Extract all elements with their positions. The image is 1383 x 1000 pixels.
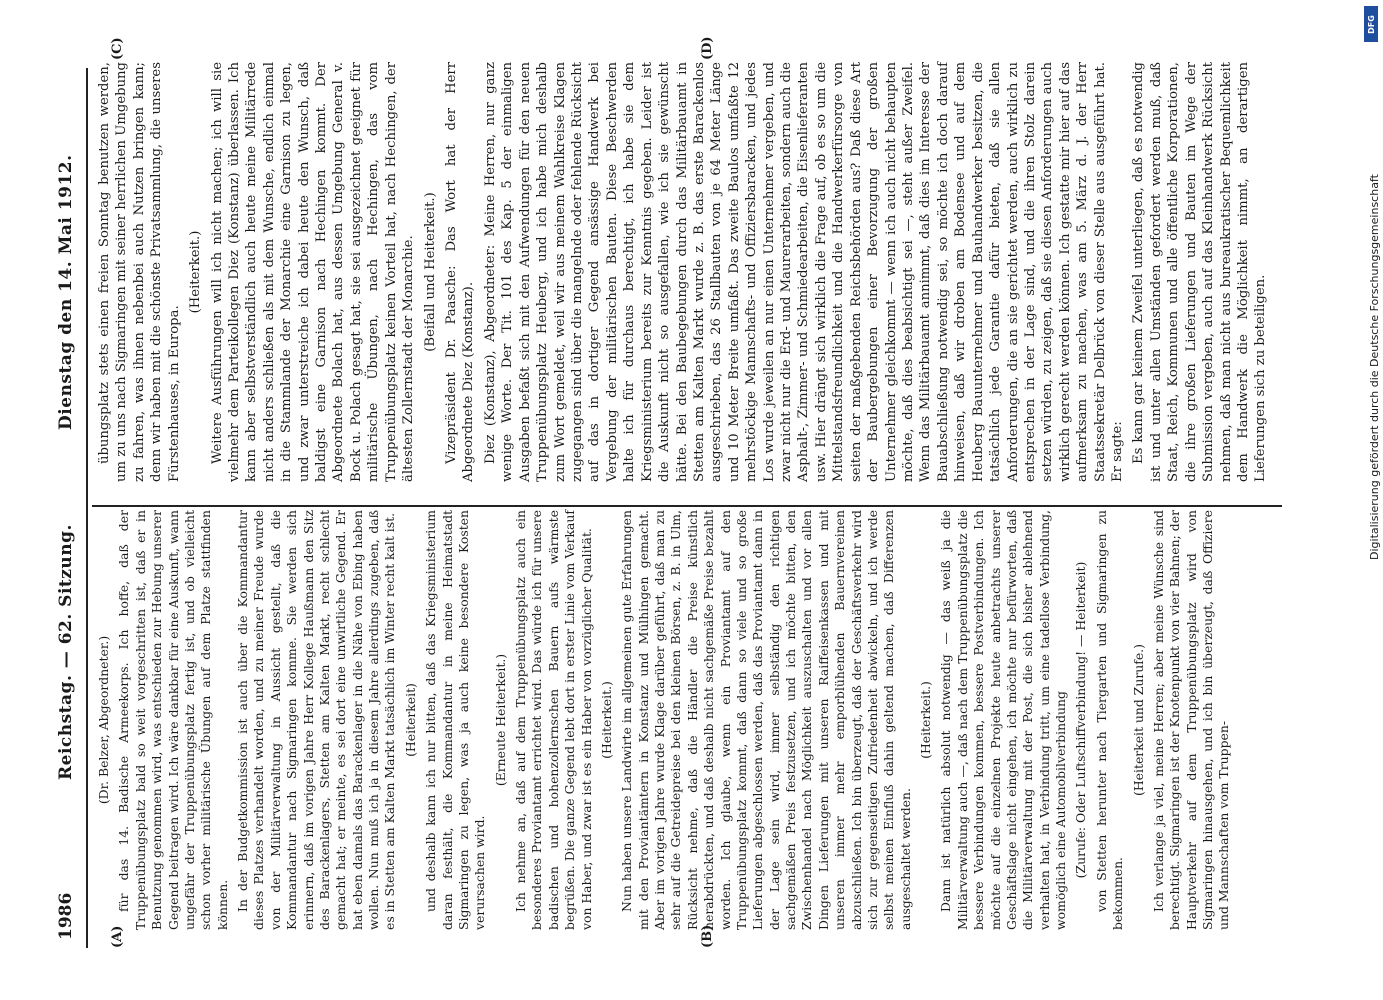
- left-column-paragraph: (Erneute Heiterkeit.): [492, 653, 508, 787]
- session-title: Reichstag. — 62. Sitzung.: [56, 524, 76, 780]
- right-column-paragraph: (Heiterkeit.): [188, 230, 204, 314]
- left-column-paragraph: (Heiterkeit.): [598, 681, 614, 759]
- left-column-paragraph: für das 14. Badische Armeekorps. Ich hoffe, daß der Truppenübungsplatz bald so weit vorgeschritten ist, daß er in Benutzung genommen wird, was entschieden zur Hebung unserer Gegend beitragen wird. Ich wäre dankbar für eine Auskunft, wann ungefähr der Truppenübungsplatz fertig ist, und ob vielleicht schon vorher militärische Übungen auf dem Platze stattfinden können.: [116, 510, 230, 930]
- left-column-paragraph: In der Budgetkommission ist auch über die Kommandantur dieses Platzes verhandelt worden, und zu meiner Freude wurde von der Militärverwaltung in Aussicht gestellt, daß die Kommandantur nach Sigmaringen komme. Sie werden sich erinnern, daß im vorigen Jahre Herr Kollege Haußmann den Sitz des Barackenlagers, Stetten am Kalten Markt, recht schlecht gemacht hat; er meinte, es sei dort eine unwirtliche Gegend. Er hat eben damals das Barackenlager in die Nähe von Ebing haben wollen. Nun muß ich ja in diesem Jahre allerdings zugeben, daß es in Stetten am Kalten Markt tatsächlich im Winter recht kalt ist.: [235, 510, 398, 930]
- left-column-paragraph: Dann ist natürlich absolut notwendig — das weiß ja die Militärverwaltung auch —, daß nach dem Truppenübungsplatz die bessere Verbindungen kommen, bessere Postverbindungen. Ich möchte auf die einzelnen Projekte heute anbetrachts unserer Geschäftslage nicht eingehen, ich möchte nur befürworten, daß die Militärverwaltung mit der Post, die sich bisher ablehnend verhalten hat, in Verbindung tritt, um eine tadellose Verbindung, womöglich eine Automobilverbindung: [938, 510, 1068, 930]
- marker-c: (C): [110, 37, 125, 60]
- page-number: 1986: [56, 892, 76, 940]
- digitization-note: Digitalisierung gefördert durch die Deutsche Forschungsgemeinschaft: [1368, 174, 1381, 560]
- left-column-paragraph: (Heiterkeit und Zurufe.): [1130, 644, 1146, 796]
- dfg-logo-text: DFG: [1366, 14, 1376, 34]
- left-column-paragraph: (Dr. Belzer, Abgeordneter.): [96, 635, 111, 805]
- session-date: Dienstag den 14. Mai 1912.: [56, 154, 76, 430]
- left-column-paragraph: (Zurufe: Oder Luftschiffverbindung! — Heiterkeit): [1073, 561, 1089, 879]
- right-column: [96, 62, 1274, 482]
- right-column-paragraph: Vizepräsident Dr. Paasche: Das Wort hat der Herr Abgeordnete Diez (Konstanz).: [444, 62, 477, 482]
- right-column-paragraph: Diez (Konstanz), Abgeordneter: Meine Herren, nur ganz wenige Worte. Der Tit. 101 des Kap. 5 der einmaligen Ausgaben befaßt sich mit den Aufwendungen für den neuen Truppenübungsplatz Heuberg, und ich habe mich deshalb zum Wort gemeldet, weil wir aus meinem Wahlkreise Klagen zugegangen sind über die mangelnde oder fehlende Rücksicht auf das in dortiger Gegend ansässige Handwerk bei Vergebung der militärischen Bauten. Diese Beschwerden halte ich für durchaus berechtigt, ich habe sie dem Kriegsministerium bereits zur Kenntnis gegeben. Leider ist die Auskunft nicht so ausgefallen, wie ich sie gewünscht hätte. Bei den Baubegebungen durch das Militärbauamt in Stetten am Kalten Markt wurde z. B. das erste Barackenlos ausgeschrieben, das 26 Stallbauten von je 64 Meter Länge und 10 Meter Breite umfaßt. Das zweite Baulos umfaßte 12 mehrstöckige Mannschafts- und Offiziersbaracken, und jedes Los wurde jeweilen an nur einen Unternehmer vergeben, und zwar nicht nur die Erd- und Maurerarbeiten, sondern auch die Asphalt-, Zimmer- und Schmiedearbeiten, die Eisenlieferanten usw. Hier drängt sich wirklich die Frage auf, ob es so um die Mittelstandsfreundlichkeit und die Handwerkerfürsorge von seiten der maßgebenden Reichsbehörden aus? Daß diese Art der Baubergebungen einer Bevorzugung der großen Unternehmer gleichkommt — wenn ich auch nicht behaupten möchte, daß dies beabsichtigt sei —, steht außer Zweifel. Wenn das Militärbauamt annimmt, daß dies im Interesse der Bauabschließung notwendig sei, so möchte ich doch darauf hinweisen, daß wir droben am Bodensee und auf dem Heuberg Bauunternehmer und Bauhandwerker besitzen, die tatsächlich jede Garantie dafür bieten, daß sie allen Anforderungen, die an sie gerichtet werden, auch wirklich zu entsprechen in der Lage sind, und die ihren Stolz darein setzen würden, zu zeigen, daß sie diesen Anforderungen auch wirklich gerecht werden können. Ich gestatte mir hier auf das aufmerksam zu machen, was am 5. März d. J. der Herr Staatssekretär Delbrück von dieser Stelle aus ausgeführt hat. Er sagte:: [482, 62, 1126, 482]
- right-column-paragraph: Es kann gar keinem Zweifel unterliegen, daß es notwendig ist und unter allen Umständen gefordert werden muß, daß Staat, Reich, Kommunen und alle öffentliche Korporationen, die ihre großen Lieferungen und Bauten im Wege der Submission vergeben, auch auf das Kleinhandwerk Rücksicht nehmen, daß man nicht aus bureaukratischer Bequemlichkeit dem Handwerk die Möglichkeit nimmt, an derartigen Lieferungen sich zu beteiligen.: [1131, 62, 1269, 482]
- column-divider: [92, 505, 1282, 507]
- marker-d: (D): [700, 36, 715, 60]
- header-rule: [86, 68, 88, 948]
- right-column-paragraph: Weitere Ausführungen will ich nicht machen; ich will sie vielmehr dem Parteikollegen Diez (Konstanz) überlassen. Ich kann aber selbstverständlich auch heute meine Militärrede nicht anders schließen als mit dem Wunsche, endlich einmal in die Stammlande der Monarchie eine Garnison zu legen, und zwar unterstreiche ich dabei heute den Wunsch, daß baldigst eine Garnison nach Hechingen kommt. Der Abgeordnete Bolach hat, aus dessen Umgebung General v. Bock u. Polach gesagt hat, sie sei ausgezeichnet geeignet für militärische Übungen, nach Hechingen, das vom Truppenübungsplatz keinen Vorteil hat, nach Hechingen, der ältesten Zollernstadt der Monarchie.: [209, 62, 417, 482]
- right-column-paragraph: übungsplatz stets einen freien Sonntag benutzen werden, um zu uns nach Sigmaringen mit seiner herrlichen Umgebung zu fahren, was ihnen nebenbei auch Nutzen bringen kann; denn wir haben mit die schönste Privatsammlung, die unseres Fürstenhauses, in Europa.: [97, 62, 182, 482]
- dfg-logo: [1364, 6, 1378, 42]
- left-column-paragraph: Ich nehme an, daß auf dem Truppenübungsplatz auch ein besonderes Proviantamt errichtet wird. Das würde ich für unsere badischen und hohenzollernschen Bauern aufs wärmste begrüßen. Die ganze Gegend lebt dort in erster Linie vom Verkauf von Haber, und zwar ist es ein Haber von vorzüglicher Qualität.: [513, 510, 594, 930]
- left-column-paragraph: von Stetten herunter nach Tiergarten und Sigmaringen zu bekommen.: [1093, 510, 1126, 930]
- left-column-paragraph: (Heiterkeit): [402, 683, 418, 757]
- marker-b: (B): [700, 924, 715, 948]
- left-column-paragraph: und deshalb kann ich nur bitten, daß das Kriegsministerium daran festhält, die Kommandantur in meine Heimatstadt Sigmaringen zu legen, was ja auch keine besondere Kosten verursachen wird.: [423, 510, 488, 930]
- left-column-paragraph: Nun haben unsere Landwirte im allgemeinen gute Erfahrungen mit den Proviantämtern in Konstanz und Mülhingen gemacht. Aber im vorigen Jahre wurde Klage darüber geführt, daß man zu sehr auf die Getreidepreise bei den kleinen Börsen, z. B. in Ulm, Rücksicht nehme, daß die Händler die Preise künstlich herabdrückten, und daß deshalb nicht sachgemäße Preise bezahlt worden. Ich glaube, wenn ein Proviantamt auf den Truppenübungsplatz kommt, daß dann so viele und so große Lieferungen abgeschlossen werden, daß das Proviantamt dann in der Lage sein wird, immer selbständig den richtigen sachgemäßen Preis festzusetzen, und ich möchte bitten, den Zwischenhandel nach Möglichkeit auszuschalten und vor allen Dingen Lieferungen mit unseren Raiffeisenkassen und mit unseren immer mehr emporblühenden Bauernvereinen abzuschließen. Ich bin überzeugt, daß der Geschäftsverkehr wird sich zur gegenseitigen Zufriedenheit abwickeln, und ich werde selbst meinen Einfluß dahin geltend machen, daß Differenzen ausgeschaltet werden.: [619, 510, 913, 930]
- right-column-paragraph: (Beifall und Heiterkeit.): [422, 192, 438, 352]
- page-header: [56, 70, 82, 950]
- marker-a: (A): [110, 925, 125, 948]
- left-column-paragraph: (Heiterkeit.): [918, 681, 933, 759]
- left-column: [96, 510, 1237, 930]
- left-column-paragraph: Ich verlange ja viel, meine Herren; aber meine Wünsche sind berechtigt. Sigmaringen ist der Knotenpunkt von vier Bahnen; der Hauptverkehr auf dem Truppenübungsplatz wird von Sigmaringen hinausgehen, und ich bin überzeugt, daß Offiziere und Mannschaften vom Truppen-: [1150, 510, 1232, 930]
